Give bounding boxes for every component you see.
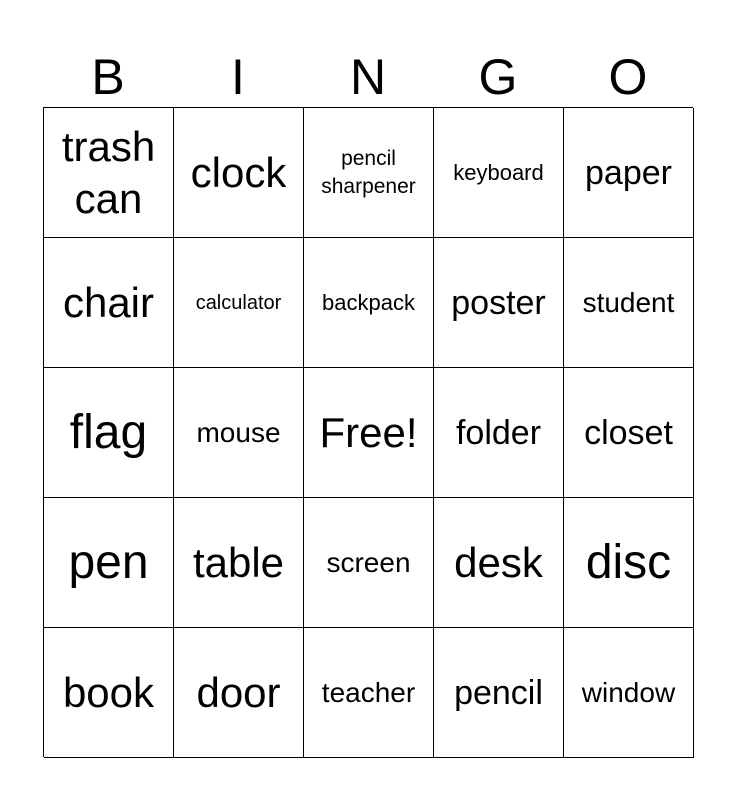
header-letter-o: O: [608, 49, 648, 105]
bingo-cell[interactable]: [44, 108, 174, 238]
header-letter-n: N: [349, 49, 387, 105]
cell-label: desk: [454, 538, 543, 586]
cell-label: door: [196, 668, 281, 716]
cell-label: table: [192, 538, 285, 586]
bingo-cell[interactable]: [564, 498, 694, 628]
bingo-cell[interactable]: [564, 628, 694, 758]
cell-label: backpack: [322, 289, 415, 315]
bingo-cell[interactable]: [44, 238, 174, 368]
cell-label: chair: [62, 278, 155, 326]
bingo-cell[interactable]: [174, 108, 304, 238]
cell-label: pencil sharpener: [321, 146, 416, 198]
bingo-cell[interactable]: [564, 108, 694, 238]
bingo-cell[interactable]: [304, 498, 434, 628]
cell-label: flag: [69, 405, 148, 459]
bingo-cell[interactable]: [304, 238, 434, 368]
cell-label: Free!: [319, 408, 418, 456]
bingo-cell[interactable]: [174, 368, 304, 498]
bingo-cell[interactable]: [174, 498, 304, 628]
cell-label: student: [582, 286, 675, 318]
bingo-cell[interactable]: [434, 238, 564, 368]
cell-label: keyboard: [453, 159, 544, 185]
bingo-cell[interactable]: [44, 498, 174, 628]
bingo-cell[interactable]: [564, 368, 694, 498]
bingo-cell[interactable]: [174, 238, 304, 368]
cell-label: closet: [584, 413, 673, 452]
bingo-cell[interactable]: [44, 368, 174, 498]
cell-label: disc: [585, 535, 672, 589]
cell-label: paper: [585, 153, 672, 192]
cell-label: book: [62, 668, 155, 716]
bingo-board: [43, 107, 693, 757]
cell-label: pen: [68, 535, 149, 589]
header-letter-b: B: [91, 49, 125, 105]
bingo-cell[interactable]: [44, 628, 174, 758]
bingo-cell[interactable]: [434, 628, 564, 758]
cell-label: trash can: [61, 122, 156, 222]
header-letter-g: G: [478, 49, 518, 105]
bingo-cell[interactable]: [174, 628, 304, 758]
header-letter-i: I: [231, 49, 245, 105]
cell-label: clock: [190, 148, 287, 196]
cell-label: folder: [455, 413, 542, 452]
free-space-cell[interactable]: [304, 368, 434, 498]
cell-label: screen: [326, 546, 411, 578]
cell-label: calculator: [195, 291, 282, 314]
bingo-cell[interactable]: [434, 108, 564, 238]
bingo-cell[interactable]: [564, 238, 694, 368]
bingo-cell[interactable]: [304, 628, 434, 758]
cell-label: teacher: [321, 676, 416, 708]
cell-label: window: [581, 676, 676, 708]
bingo-header: [43, 46, 693, 108]
cell-label: poster: [451, 283, 546, 322]
bingo-cell[interactable]: [434, 368, 564, 498]
cell-label: mouse: [196, 416, 281, 448]
cell-label: pencil: [454, 673, 543, 712]
bingo-cell[interactable]: [304, 108, 434, 238]
bingo-cell[interactable]: [434, 498, 564, 628]
